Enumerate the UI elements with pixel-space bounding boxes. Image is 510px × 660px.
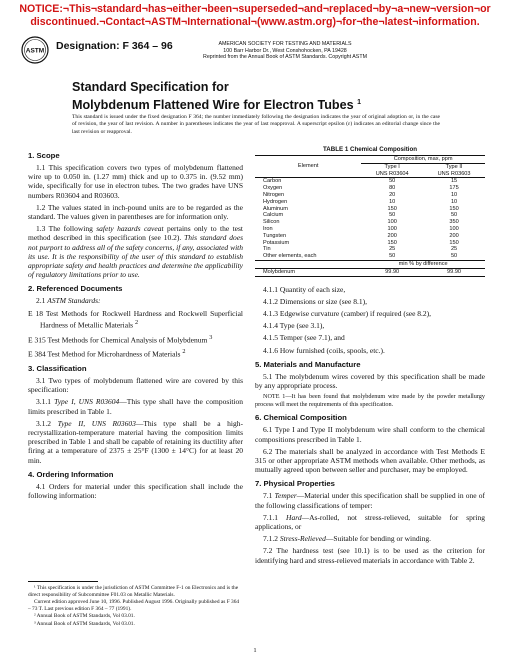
para-7-1-1: 7.1.1 Hard—As-rolled, not stress-relieved, suitable for spring applications, or xyxy=(255,512,485,531)
astm-logo-icon xyxy=(21,36,49,64)
designation: Designation: F 364 – 96 xyxy=(56,40,173,52)
svg-text:ASTM: ASTM xyxy=(25,47,45,55)
footnote-3: ³ Annual Book of ASTM Standards, Vol 03.01. xyxy=(34,620,135,627)
para-6-1: 6.1 Type I and Type II molybdenum wire shall conform to the chemical compositions prescribed in Table 1. xyxy=(255,425,485,444)
para-7-1: 7.1 Temper—Material under this specification shall be supplied in one of the following classifications of temper: xyxy=(255,491,486,510)
society-reprint: Reprinted from the Annual Book of ASTM Standards. Copyright ASTM xyxy=(203,54,367,60)
para-1-3: 1.3 The following safety hazards caveat pertains only to the test method described in this specification (see 10.2). This standard does not purport to address all of the safety concerns, if any, associated with its use. It is the responsibility of the user of this standard to establish appropriate safety and health practices and determine the applicability of regulatory limitations prior to use. xyxy=(28,224,243,280)
para-7-1-2: 7.1.2 Stress-Relieved—Suitable for bending or winding. xyxy=(263,534,432,544)
section-heading-chemical-composition: 6. Chemical Composition xyxy=(255,413,347,423)
reference-e315: E 315 Test Methods for Chemical Analysis of Molybdenum $^3$ xyxy=(28,333,213,345)
section-heading-materials: 5. Materials and Manufacture xyxy=(255,359,361,369)
table-row: Silicon 100 350 xyxy=(263,219,459,226)
table-row: Iron 100 100 xyxy=(263,225,459,232)
table-row: Calcium 50 50 xyxy=(263,212,458,219)
supersede-notice xyxy=(0,3,510,29)
section-heading-physical-properties: 7. Physical Properties xyxy=(255,479,335,489)
table-row: Molybdenum 99.90 99.90 xyxy=(255,268,485,276)
footnote-divider xyxy=(28,581,98,582)
col-type2-name: Type II xyxy=(445,163,463,170)
designation-intro: This standard is issued under the fixed designation F 364; the number immediately following the designation indicates the year of original adoption or, in the case of revision, the year of last revision. A number in parentheses indicates the year of last reapproval. A superscript epsilon (ε) indicates an editorial change since the last revision or reapproval. xyxy=(72,114,440,135)
para-3-1-2: 3.1.2 Type II, UNS R03603—This type shall be a high-recrystallization-temperature material having the composition limits prescribed in Table 1 and shall be capable of retaining its ductility after firing at a temperature of 2375 ± 25°F (1300 ± 14°C) for at least 20 min. xyxy=(28,418,243,465)
para-4-1: 4.1 Orders for material under this specification shall include the following information: xyxy=(28,481,243,500)
table-row: Aluminum 150 150 xyxy=(263,205,459,212)
table-row: Tin 25 25 xyxy=(263,246,458,253)
para-2-1: 2.1 ASTM Standards: xyxy=(36,296,101,306)
section-heading-ordering: 4. Ordering Information xyxy=(28,469,114,479)
society-header xyxy=(160,41,410,61)
note-1: NOTE 1—It has been found that molybdenum wire made by the powder metallurgy process will meet the requirements of this specification. xyxy=(255,393,485,408)
col-type2-uns: UNS R03603 xyxy=(437,170,471,177)
para-3-1-1: 3.1.1 Type I, UNS R03604—This type shall have the composition limits prescribed in Table 1. xyxy=(28,397,243,416)
notice-line-1: NOTICE:¬This¬standard¬has¬either¬been¬superseded¬and¬replaced¬by¬a¬new¬version¬or xyxy=(19,3,491,15)
section-heading-scope: 1. Scope xyxy=(28,151,60,160)
table-1-title: TABLE 1 Chemical Composition xyxy=(322,146,418,153)
footnote-edition: Current edition approved June 10, 1996. Published August 1996. Originally published as F 364 – 73 T. Last previous edition F 364 – 77 (1991). xyxy=(28,599,240,612)
col-type1-name: Type I xyxy=(384,163,400,170)
page-number: 1 xyxy=(253,647,257,654)
left-column xyxy=(28,146,243,503)
item-4-1-1: 4.1.1 Quantity of each size, xyxy=(263,284,346,294)
para-7-2: 7.2 The hardness test (see 10.1) is to be used as the criterion for identifying hard and stress-relieved materials in accordance with Table 2. xyxy=(255,546,485,565)
col-type1-uns: UNS R03604 xyxy=(375,170,409,177)
footnote-1: ¹ This specification is under the jurisdiction of ASTM Committee F-1 on Electronics and is the direct responsibility of Subcommittee F01.03 on Metallic Materials. xyxy=(28,585,239,598)
table-row: Other elements, each 50 50 xyxy=(263,253,458,260)
composition-group-header: Composition, max, ppm xyxy=(361,156,485,164)
notice-line-2: discontinued.¬Contact¬ASTM¬International¬(www.astm.org)¬for¬the¬latest¬information. xyxy=(30,16,480,28)
society-address: 100 Barr Harbor Dr., West Conshohocken, PA 19428 xyxy=(223,47,347,54)
item-4-1-4: 4.1.4 Type (see 3.1), xyxy=(263,321,325,331)
table-row: Oxygen 80 175 xyxy=(263,185,459,192)
society-name: AMERICAN SOCIETY FOR TESTING AND MATERIALS xyxy=(218,41,352,47)
title-footnote-mark: 1 xyxy=(357,99,362,106)
reference-e18: E 18 Test Methods for Rockwell Hardness and Rockwell Superficial Hardness of Metallic Materials $^2$ xyxy=(28,308,243,330)
section-heading-referenced-documents: 2. Referenced Documents xyxy=(28,284,123,294)
table-row: Hydrogen 10 10 xyxy=(263,198,458,205)
item-4-1-5: 4.1.5 Temper (see 7.1), and xyxy=(263,333,345,343)
title-line-1: Standard Specification for xyxy=(72,80,229,94)
title-line-2: Molybdenum Flattened Wire for Electron Tubes xyxy=(72,98,354,113)
table-row: Nitrogen 20 10 xyxy=(263,191,458,198)
para-3-1: 3.1 Two types of molybdenum flattened wire are covered by this specification: xyxy=(28,375,243,395)
right-column xyxy=(255,146,485,568)
footnotes xyxy=(28,585,243,629)
para-1-1: 1.1 This specification covers two types of molybdenum flattened wire up to 0.050 in. (1.27 mm) thick and up to 0.375 in. (9.52 mm) wide, specifically for use in electron tubes. The two grades have UNS numbers R03604 and R03603. xyxy=(28,163,243,200)
item-4-1-2: 4.1.2 Dimensions or size (see 8.1), xyxy=(263,296,367,306)
item-4-1-6: 4.1.6 How furnished (coils, spools, etc.). xyxy=(263,345,385,355)
footnote-2: ² Annual Book of ASTM Standards, Vol 03.01. xyxy=(34,613,135,620)
para-5-1: 5.1 The molybdenum wires covered by this specification shall be made by any appropriate process. xyxy=(255,371,485,390)
para-1-2: 1.2 The values stated in inch-pound units are to be regarded as the standard. The values given in parentheses are for information only. xyxy=(28,202,243,222)
section-heading-classification: 3. Classification xyxy=(28,363,87,373)
chemical-composition-table xyxy=(255,155,485,277)
col-element-header: Element xyxy=(297,163,319,170)
item-4-1-3: 4.1.3 Edgewise curvature (camber) if required (see 8.2), xyxy=(263,308,432,318)
min-header-row: min % by difference xyxy=(255,260,485,268)
table-row: Potassium 150 150 xyxy=(263,239,459,246)
reference-e384: E 384 Test Method for Microhardness of Materials $^2$ xyxy=(28,348,186,359)
para-6-2: 6.2 The materials shall be analyzed in accordance with Test Methods E 315 or other appropriate ASTM methods when available. Other methods, as mutually agreed upon between seller and purchaser, may be employed. xyxy=(255,446,485,475)
table-row: Tungsten 200 200 xyxy=(263,232,459,239)
document-title xyxy=(72,80,361,113)
table-row: Carbon 50 15 xyxy=(263,178,458,185)
